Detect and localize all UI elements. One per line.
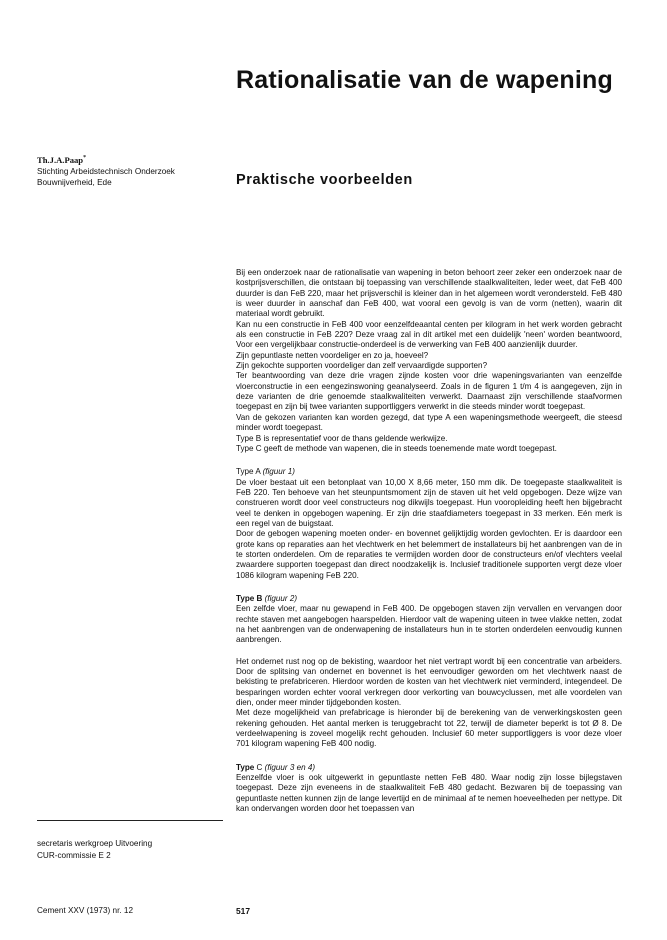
type-a-figure-ref: (figuur 1) <box>262 467 295 477</box>
type-b-paragraph-1: Een zelfde vloer, maar nu gewapend in FeB 400. De opgebogen staven zijn vervallen en vervangen door rechte staven met aangebogen haarspelden. Hierdoor valt de wapening uiteen in twee vlakke netten, zodat na het aanbrengen van de onderwapening de installateurs hun in te storten onderdelen eenvoudig kunnen aanbrengen. <box>236 604 622 645</box>
section-gap <box>236 750 622 761</box>
type-b-figure-ref: (figuur 2) <box>264 593 298 603</box>
intro-paragraph-3: Ter beantwoording van deze drie vragen zijnde kosten voor drie wapeningsvarianten van eenzelfde vloerconstructie in een eengezinswoning geanalyseerd. Zoals in de figuren 1 t/m 4 is aangegeven, zijn in deze varianten de drie genoemde staalkwaliteiten verwerkt. Daarnaast zijn verschillende staafvormen toegepast en zijn bij twee varianten supportliggers verwerkt in die steeds minder wordt toegepast. <box>236 371 622 412</box>
author-name-line <box>37 153 227 166</box>
type-b-paragraph-3: Met deze mogelijkheid van prefabricage is hieronder bij de berekening van de verwerkingskosten geen rekening gehouden. Het aantal merken is teruggebracht tot 22, terwijl de diameter beperkt is tot Ø 8. De verdeelwapening is zoveel mogelijk recht gehouden. Inclusief 60 meter supportliggers is voor deze vloer 701 kilogram wapening FeB 400 nodig. <box>236 708 622 749</box>
journal-citation: Cement XXV (1973) nr. 12 <box>37 906 134 915</box>
type-a-paragraph-2: Door de gebogen wapening moeten onder- en bovennet gelijktijdig worden gevlochten. Er is daardoor een grote kans op reparaties aan het vlechtwerk en het belemmert de installateurs bij het aanbrengen van de in te storten onderdelen. Om de reparaties te vermijden worden door de constructeurs en/of vlechters veelal zwaardere supporten toegepast dan direct noodzakelijk is. Inclusief traditionele supporten vergt deze vloer 1086 kilogram wapening FeB 220. <box>236 529 622 580</box>
type-b-paragraph-2: Het ondernet rust nog op de bekisting, waardoor het niet vertrapt wordt bij een concentratie van arbeiders. Door de splitsing van ondernet en bovennet is het eenvoudiger geworden om het vlechtwerk naast de bekisting te prefabriceren. Hierdoor worden de kosten van het vlechtwerk niet verminderd, integendeel. De besparingen worden echter vooral verkregen door verkorting van bouwcyclussen, met alle voordelen van dien, onder meer minder tijdgebonden kosten. <box>236 656 622 708</box>
type-c-letter: C <box>256 762 263 772</box>
section-gap <box>236 454 622 465</box>
type-b-heading <box>236 594 622 604</box>
intro-paragraph-6: Type C geeft de methode van wapenen, die in steeds toenemende mate wordt toegepast. <box>236 443 557 453</box>
type-c-paragraph-1: Eenzelfde vloer is ook uitgewerkt in gepuntlaste netten FeB 480. Waar nodig zijn losse bijlegstaven toegepast. Deze zijn eveneens in de staalkwaliteit FeB 480 gedacht. Bezwaren bij de toepassing van gepuntlaste netten kunnen zijn de lange levertijd en de minimaal af te nemen hoeveelheden per nettype. Dit kan ondervangen worden door het toepassen van <box>236 773 622 814</box>
article-title: Rationalisatie van de wapening <box>236 66 613 94</box>
type-a-paragraph-1: De vloer bestaat uit een betonplaat van 10,00 X 8,66 meter, 150 mm dik. De toegepaste staalkwaliteit is FeB 220. Ten behoeve van het steunpuntsmoment zijn de staven uit het veld opgebogen. Deze wijze van construeren wordt door veel constructeurs nog dikwijls toegepast. Hun vooropleiding heeft hen bijgebracht veel te denken in opgebogen wapening. Er zijn drie staafdiameters toegepast in 33 merken. Eén merk is een regel van de buigstaat. <box>236 477 622 528</box>
paragraph-gap <box>236 646 622 657</box>
body-column <box>236 268 622 815</box>
intro-paragraph-2: Kan nu een constructie in FeB 400 voor eenzelfdeaantal centen per kilogram in het werk worden gebracht als een constructie in FeB 220? Deze vraag zal in dit artikel met een duidelijk 'neen' worden beantwoord, Voor een vergelijkbaar constructie-onderdeel is de verwerking van FeB 400 aanzienlijk duurder. <box>236 319 622 350</box>
section-gap <box>236 581 622 592</box>
author-name: Th.J.A.Paap <box>37 154 84 165</box>
intro-question-2: Zijn gekochte supporten voordeliger dan zelf vervaardigde supporten? <box>236 361 488 371</box>
intro-paragraph-5: Type B is representatief voor de thans geldende werkwijze. <box>236 433 448 443</box>
type-b-label: Type B <box>236 593 263 603</box>
type-a-label: Type A <box>236 467 261 477</box>
footnote-line-2: CUR-commissie E 2 <box>37 851 111 860</box>
article-subtitle: Praktische voorbeelden <box>236 172 413 188</box>
intro-paragraph-4: Van de gekozen varianten kan worden gezegd, dat type A een wapeningsmethode weergeeft, die steesd minder wordt toegepast. <box>236 412 622 433</box>
author-footnote-mark: * <box>83 155 87 161</box>
type-c-label: Type <box>236 762 255 772</box>
page-number: 517 <box>236 906 250 916</box>
author-affiliation-2: Bouwnijverheid, Ede <box>37 177 112 187</box>
type-c-heading <box>236 763 622 773</box>
type-a-heading <box>236 467 622 477</box>
footnote-divider <box>37 820 223 821</box>
author-block <box>37 153 227 188</box>
author-affiliation-1: Stichting Arbeidstechnisch Onderzoek <box>37 166 175 176</box>
intro-question-1: Zijn gepuntlaste netten voordeliger en zo ja, hoeveel? <box>236 350 429 360</box>
footnote-line-1: secretaris werkgroep Uitvoering <box>37 839 153 848</box>
author-footnote <box>37 838 227 862</box>
intro-paragraph-1: Bij een onderzoek naar de rationalisatie van wapening in beton behoort zeer zeker een onderzoek naar de kostprijsverschillen, die ontstaan bij toepassing van verschillende staalkwaliteiten, leder weet, dat FeB 400 duurder is dan FeB 220, maar het prijsverschil is kleiner dan in het algemeen wordt verondersteld. FeB 480 is weer duurder in aanschaf dan FeB 400, wat vooral een gevolg is van de vorm (netten), waarin dit materiaal wordt gebruikt. <box>236 268 622 319</box>
type-c-figure-ref: (figuur 3 en 4) <box>264 762 316 772</box>
